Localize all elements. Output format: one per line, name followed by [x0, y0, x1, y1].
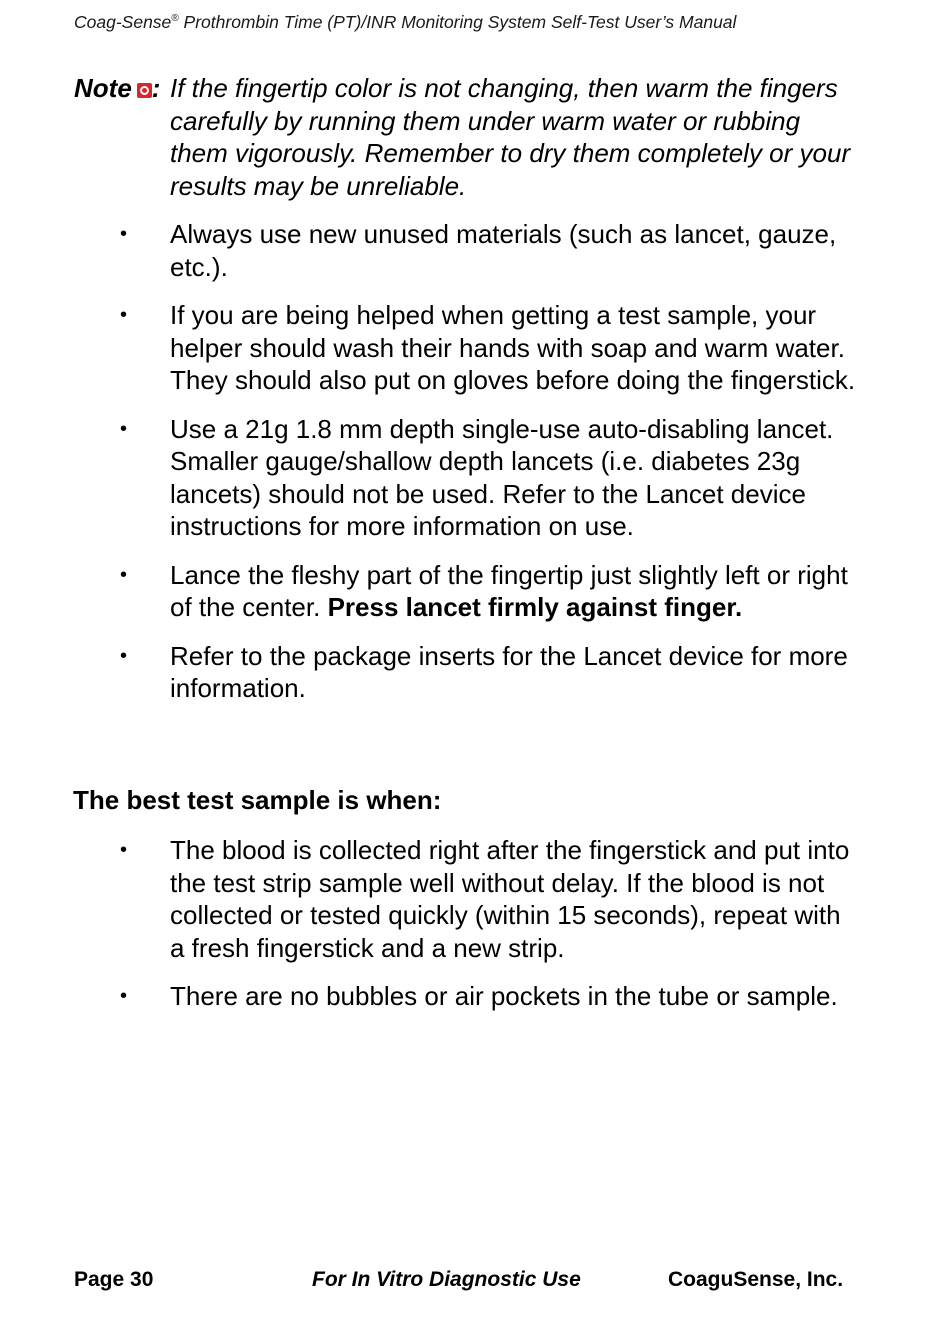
- list-item-text: Lance the fleshy part of the fingertip just slightly left or right of the center.: [170, 559, 848, 622]
- footer-center-text: For In Vitro Diagnostic Use: [312, 1268, 581, 1291]
- note-block: [74, 72, 854, 202]
- note-label: [74, 72, 160, 105]
- list-item: [0, 559, 860, 624]
- bullet-dot: •: [120, 223, 128, 245]
- list-item-text: If you are being helped when getting a test sample, your helper should wash their hands with soap and warm water. They should also put on gloves before doing the fingerstick.: [170, 300, 856, 395]
- registered-mark: ®: [171, 13, 179, 25]
- page-number: Page 30: [74, 1268, 154, 1291]
- list-item-text: Refer to the package inserts for the Lancet device for more information.: [170, 640, 848, 703]
- company-name: CoaguSense, Inc.: [668, 1268, 844, 1291]
- list-item-text: There are no bubbles or air pockets in the tube or sample.: [170, 981, 838, 1011]
- list-item-text: Use a 21g 1.8 mm depth single-use auto-disabling lancet. Smaller gauge/shallow depth lancets (i.e. diabetes 23g lancets) should not be used. Refer to the Lancet device instructions for more information on use.: [170, 413, 834, 541]
- bullet-dot: •: [120, 839, 128, 861]
- note-label-text: Note: [74, 73, 132, 103]
- precautions-list: [0, 218, 860, 721]
- header-title-part1: Coag-Sense: [74, 12, 172, 32]
- bullet-dot: •: [120, 985, 128, 1007]
- list-item: [0, 980, 860, 1013]
- running-header: [74, 12, 736, 33]
- warning-square-icon: [137, 83, 152, 98]
- best-sample-list: [0, 834, 860, 1029]
- bullet-dot: •: [120, 563, 128, 586]
- list-item-text: The blood is collected right after the fingerstick and put into the test strip sample well without delay. If the blood is not collected or tested quickly (within 15 seconds), repeat with a fresh fingerstick and a new strip.: [170, 835, 850, 963]
- bullet-dot: •: [120, 417, 128, 440]
- list-item: [0, 218, 860, 283]
- list-item: [0, 640, 860, 705]
- list-item-text: Always use new unused materials (such as lancet, gauze, etc.).: [170, 219, 837, 282]
- note-colon: :: [151, 73, 161, 103]
- list-item-bold-text: Press lancet firmly against finger.: [327, 592, 743, 622]
- header-title-part2: Prothrombin Time (PT)/INR Monitoring System Self-Test User’s Manual: [178, 12, 737, 32]
- bullet-dot: •: [120, 644, 128, 667]
- bullet-dot: •: [120, 304, 128, 326]
- list-item: [0, 413, 860, 543]
- section-heading: The best test sample is when:: [73, 785, 442, 815]
- list-item: [0, 299, 860, 397]
- note-text: If the fingertip color is not changing, then warm the fingers carefully by running them under warm water or rubbing them vigorously. Remember to dry them completely or your results may be unreliable.: [170, 73, 851, 201]
- list-item: [0, 834, 860, 964]
